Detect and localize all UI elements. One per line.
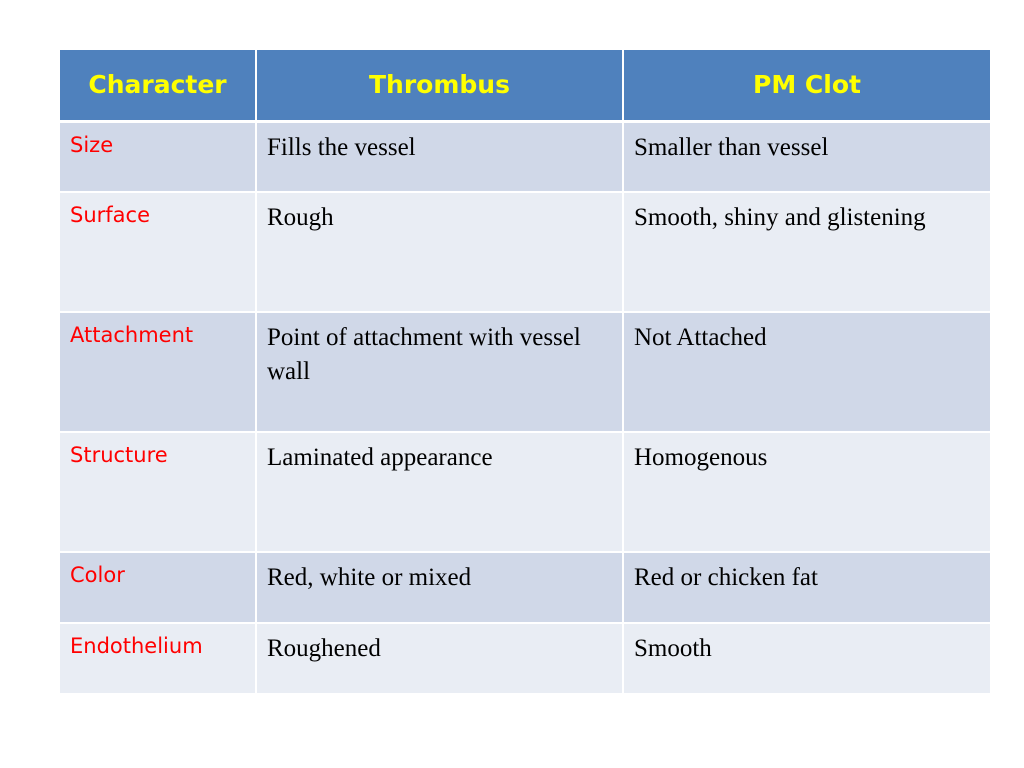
header-thrombus: Thrombus — [256, 50, 623, 121]
thrombus-cell: Point of attachment with vessel wall — [256, 312, 623, 432]
pm-clot-cell: Smaller than vessel — [623, 121, 990, 192]
comparison-table — [60, 50, 990, 695]
pm-clot-cell: Red or chicken fat — [623, 552, 990, 623]
pm-clot-cell: Smooth — [623, 623, 990, 694]
table-row — [60, 192, 990, 312]
header-row — [60, 50, 990, 121]
character-cell: Attachment — [60, 312, 256, 432]
pm-clot-cell: Smooth, shiny and glistening — [623, 192, 990, 312]
pm-clot-cell: Homogenous — [623, 432, 990, 552]
table-row — [60, 623, 990, 694]
table-row — [60, 552, 990, 623]
thrombus-cell: Rough — [256, 192, 623, 312]
character-cell: Structure — [60, 432, 256, 552]
header-pm-clot: PM Clot — [623, 50, 990, 121]
character-cell: Size — [60, 121, 256, 192]
thrombus-cell: Roughened — [256, 623, 623, 694]
character-cell: Endothelium — [60, 623, 256, 694]
table-row — [60, 121, 990, 192]
header-character: Character — [60, 50, 256, 121]
thrombus-cell: Fills the vessel — [256, 121, 623, 192]
pm-clot-cell: Not Attached — [623, 312, 990, 432]
table-row — [60, 312, 990, 432]
character-cell: Surface — [60, 192, 256, 312]
table-row — [60, 432, 990, 552]
thrombus-cell: Laminated appearance — [256, 432, 623, 552]
thrombus-cell: Red, white or mixed — [256, 552, 623, 623]
character-cell: Color — [60, 552, 256, 623]
